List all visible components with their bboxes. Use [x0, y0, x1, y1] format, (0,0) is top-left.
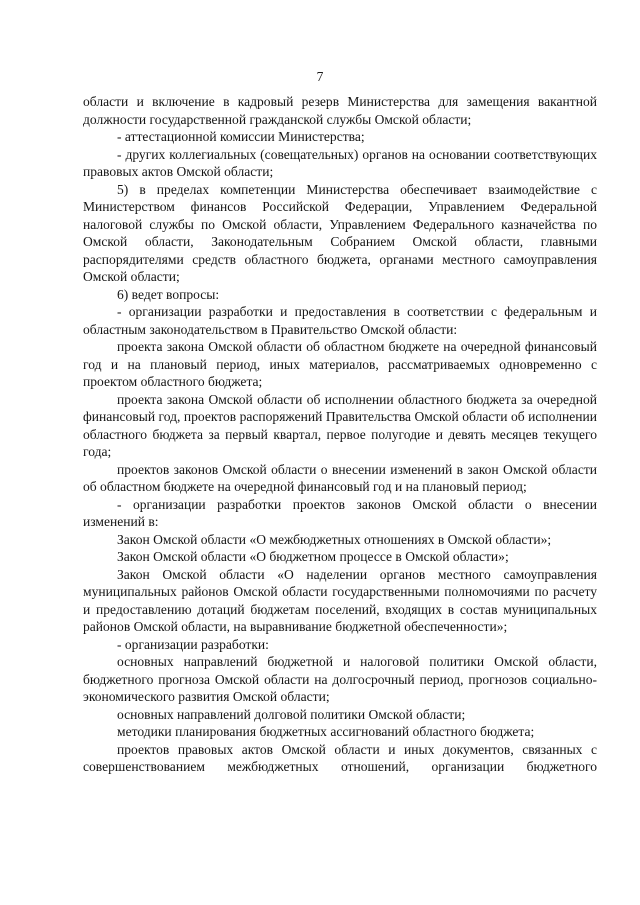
- paragraph: основных направлений бюджетной и налоговой политики Омской области, бюджетного прогноза Омской области на долгосрочный период, прогнозов социально-экономического развития Омской области;: [83, 654, 597, 704]
- paragraph: - организации разработки:: [117, 636, 269, 652]
- paragraph: области и включение в кадровый резерв Министерства для замещения вакантной должности государственной гражданской службы Омской области;: [83, 94, 597, 127]
- paragraph: 6) ведет вопросы:: [117, 286, 220, 302]
- paragraph: - организации разработки и предоставления в соответствии с федеральным и областным законодательством в Правительство Омской области:: [83, 304, 597, 337]
- paragraph: проекта закона Омской области об исполнении областного бюджета за очередной финансовый год, проектов распоряжений Правительства Омской области об исполнении областного бюджета за первый квартал, первое полугодие и девять месяцев текущего года;: [83, 391, 597, 459]
- paragraph: - организации разработки проектов законов Омской области о внесении изменений в:: [83, 496, 597, 529]
- paragraph: основных направлений долговой политики Омской области;: [117, 706, 466, 722]
- paragraph: Закон Омской области «О бюджетном процессе в Омской области»;: [117, 549, 509, 564]
- paragraph: 5) в пределах компетенции Министерства обеспечивает взаимодействие с Министерством финансов Российской Федерации, Управлением Федеральной налоговой службы по Омской области, Управлением Федерального казначейства по Омской области, Законодательным Собранием Омской области, главными распорядителями средств областного бюджета, органами местного самоуправления Омской области;: [83, 181, 597, 284]
- paragraph: проектов правовых актов Омской области и иных документов, связанных с совершенствованием межбюджетных отношений, организации бюджетного: [83, 741, 597, 774]
- paragraph: проектов законов Омской области о внесении изменений в закон Омской области об областном бюджете на очередной финансовый год и на плановый период;: [83, 461, 597, 494]
- paragraph: - аттестационной комиссии Министерства;: [117, 129, 365, 144]
- paragraph: Закон Омской области «О межбюджетных отношениях в Омской области»;: [117, 531, 552, 547]
- paragraph: - других коллегиальных (совещательных) органов на основании соответствующих правовых актов Омской области;: [83, 146, 597, 179]
- paragraph: методики планирования бюджетных ассигнований областного бюджета;: [117, 724, 535, 739]
- document-body: [83, 93, 597, 776]
- paragraph: Закон Омской области «О наделении органов местного самоуправления муниципальных районов Омской области государственными полномочиями по расчету и предоставлению дотаций бюджетам поселений, входящих в состав муниципальных районов Омской области, на выравнивание бюджетной обеспеченности»;: [83, 566, 597, 634]
- paragraph: проекта закона Омской области об областном бюджете на очередной финансовый год и на плановый период, иных материалов, рассматриваемых одновременно с проектом областного бюджета;: [83, 339, 597, 389]
- page-number: 7: [316, 69, 324, 84]
